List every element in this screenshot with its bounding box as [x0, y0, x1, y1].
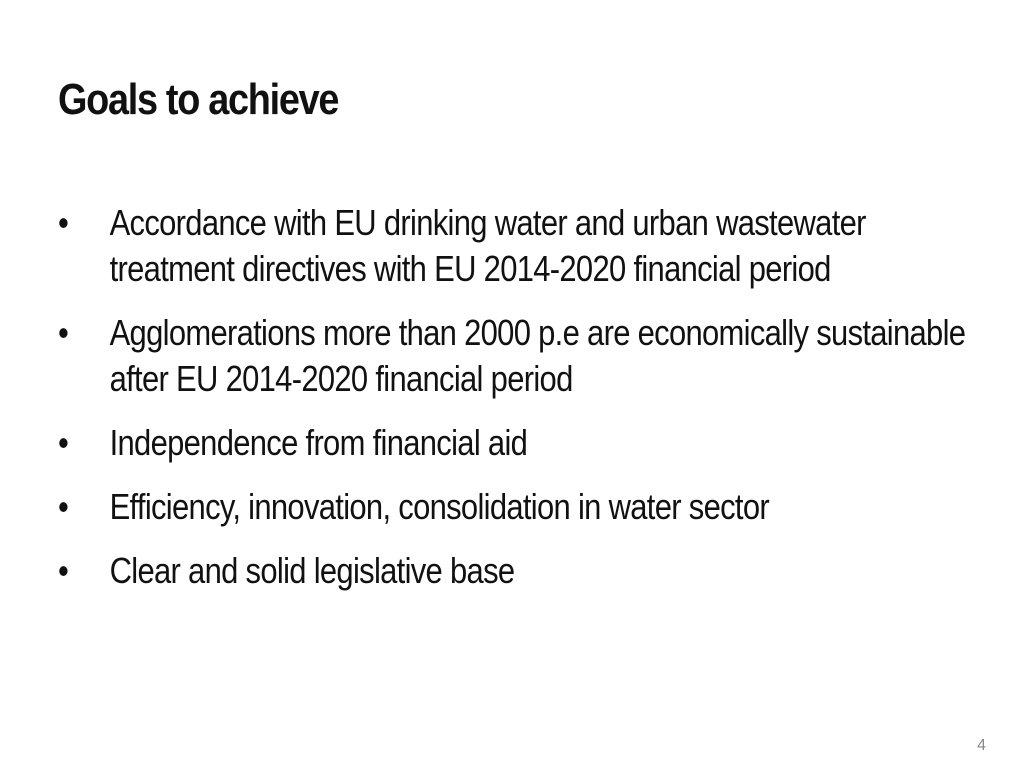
- bullet-list: [58, 200, 987, 612]
- bullet-text: Efficiency, innovation, consolidation in water sector: [109, 486, 769, 527]
- bullet-text: Independence from financial aid: [109, 422, 528, 463]
- list-item: [58, 420, 987, 466]
- bullet-text: Clear and solid legislative base: [109, 550, 515, 591]
- bullet-icon: •: [58, 550, 69, 591]
- list-item: [58, 484, 987, 530]
- bullet-icon: •: [58, 486, 69, 527]
- bullet-text: Accordance with EU drinking water and urban wastewater treatment directives with EU 2014-2020 financial period: [109, 202, 866, 289]
- bullet-icon: •: [58, 422, 69, 463]
- bullet-icon: •: [58, 202, 69, 243]
- list-item: [58, 200, 987, 292]
- page-number: 4: [977, 737, 986, 754]
- bullet-icon: •: [58, 312, 69, 353]
- list-item: [58, 548, 987, 594]
- list-item: [58, 310, 987, 402]
- bullet-text: Agglomerations more than 2000 p.e are economically sustainable after EU 2014-2020 financial period: [109, 312, 966, 399]
- slide-title: Goals to achieve: [58, 75, 339, 124]
